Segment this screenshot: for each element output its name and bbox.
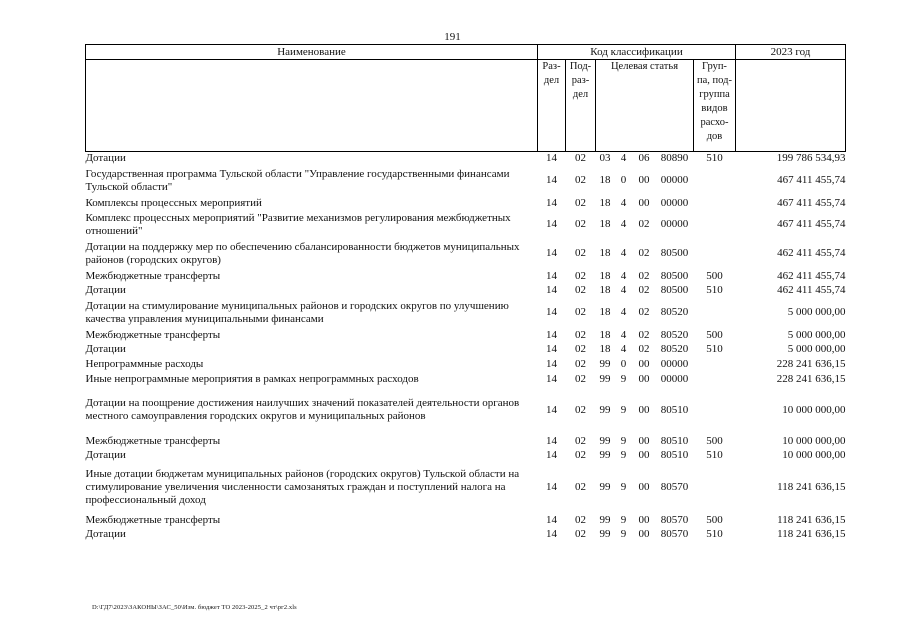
row-target-type: 0 <box>620 357 627 370</box>
row-target-direction: 80520 <box>660 343 689 355</box>
row-podrazdel: 02 <box>575 528 586 540</box>
row-expense-group: 500 <box>706 513 723 526</box>
row-podrazdel: 02 <box>575 196 586 209</box>
row-expense-group <box>694 166 736 196</box>
row-target-subprogram: 02 <box>638 284 650 296</box>
row-amount: 228 241 636,15 <box>776 357 846 370</box>
row-target-subprogram: 00 <box>638 372 650 385</box>
row-podrazdel: 02 <box>575 218 586 230</box>
col-header-target-text: Целевая статья <box>610 61 679 72</box>
row-name: Иные дотации бюджетам муниципальных районов (городских округов) Тульской области на стимулирование увеличения численности самозанятых граждан и поступлений налога на профессиональный доход <box>85 468 520 506</box>
row-podrazdel: 02 <box>575 343 586 355</box>
row-razdel: 14 <box>546 403 557 416</box>
row-name: Дотации на стимулирование муниципальных районов и городских округов по улучшению качества управления муниципальными финансами <box>85 299 509 325</box>
row-target-subprogram: 00 <box>638 196 650 209</box>
row-expense-group: 500 <box>706 328 723 341</box>
col-header-year: 2023 год <box>736 45 846 60</box>
row-target-direction: 00000 <box>660 174 689 186</box>
table-row <box>86 152 846 166</box>
row-target-subprogram: 00 <box>638 528 650 540</box>
table-row <box>86 528 846 542</box>
row-amount: 118 241 636,15 <box>777 528 846 540</box>
row-target-direction: 00000 <box>660 372 689 385</box>
row-target-type: 4 <box>620 284 627 296</box>
row-amount: 462 411 455,74 <box>777 284 846 296</box>
row-name: Дотации на поощрение достижения наилучших значений показателей деятельности органов местного самоуправления городских округов и муниципальных районов <box>85 397 520 422</box>
row-target-direction: 80500 <box>660 247 689 259</box>
row-target-direction: 00000 <box>660 196 689 209</box>
row-expense-group <box>694 357 736 372</box>
col-header-year-cont <box>736 60 846 152</box>
row-target-subprogram: 02 <box>638 343 650 355</box>
row-expense-group: 500 <box>706 434 723 447</box>
row-name: Дотации <box>85 449 126 461</box>
row-target-type: 4 <box>620 306 627 318</box>
row-razdel: 14 <box>546 513 557 526</box>
col-header-podrazdel-text: Под- раз- дел <box>569 61 592 100</box>
row-razdel: 14 <box>546 343 557 355</box>
row-target-type: 9 <box>620 434 627 447</box>
row-expense-group <box>694 298 736 328</box>
row-razdel: 14 <box>546 247 557 259</box>
row-target-type: 9 <box>620 403 627 416</box>
row-target-subprogram: 02 <box>638 328 650 341</box>
row-target-program: 18 <box>599 284 611 296</box>
table-row <box>86 372 846 387</box>
row-name: Дотации <box>85 152 126 165</box>
row-podrazdel: 02 <box>575 513 586 526</box>
row-target-subprogram: 02 <box>638 269 650 282</box>
table-row <box>86 343 846 357</box>
table-row <box>86 328 846 343</box>
col-header-name: Наименование <box>86 45 538 60</box>
row-target-direction: 80570 <box>660 513 689 526</box>
row-target-subprogram: 00 <box>638 481 650 493</box>
row-target-program: 03 <box>599 152 611 165</box>
row-target-direction: 00000 <box>660 218 689 230</box>
row-target-type: 9 <box>620 372 627 385</box>
row-podrazdel: 02 <box>575 403 586 416</box>
row-razdel: 14 <box>546 306 557 318</box>
row-podrazdel: 02 <box>575 247 586 259</box>
col-header-group <box>694 60 736 152</box>
row-target-direction: 80510 <box>660 449 689 461</box>
row-razdel: 14 <box>546 218 557 230</box>
row-target-type: 9 <box>620 513 627 526</box>
row-name: Комплексы процессных мероприятий <box>85 196 262 209</box>
row-name: Комплекс процессных мероприятий "Развитие механизмов регулирования межбюджетных отношений" <box>85 211 511 237</box>
row-expense-group: 510 <box>706 449 723 461</box>
row-target-direction: 80510 <box>660 403 689 416</box>
row-target-type: 4 <box>620 218 627 230</box>
row-name: Дотации <box>85 284 126 296</box>
row-target-subprogram: 00 <box>638 403 650 416</box>
row-razdel: 14 <box>546 434 557 447</box>
row-podrazdel: 02 <box>575 306 586 318</box>
table-row <box>86 269 846 284</box>
row-name: Межбюджетные трансферты <box>85 513 221 526</box>
row-expense-group: 510 <box>706 343 723 355</box>
table-row <box>86 284 846 298</box>
row-expense-group <box>694 387 736 434</box>
row-expense-group: 500 <box>706 269 723 282</box>
row-target-type: 9 <box>620 481 627 493</box>
row-razdel: 14 <box>546 372 557 385</box>
row-target-direction: 80520 <box>660 328 689 341</box>
row-name: Государственная программа Тульской области "Управление государственными финансами Тульской области" <box>85 167 510 193</box>
row-name: Межбюджетные трансферты <box>85 434 221 447</box>
row-podrazdel: 02 <box>575 357 586 370</box>
col-header-name-cont <box>86 60 538 152</box>
row-amount: 199 786 534,93 <box>776 152 846 165</box>
row-amount: 5 000 000,00 <box>787 328 846 341</box>
row-target-program: 18 <box>599 247 611 259</box>
col-header-podrazdel <box>566 60 596 152</box>
table-row <box>86 449 846 463</box>
row-amount: 10 000 000,00 <box>782 403 846 416</box>
row-target-program: 18 <box>599 269 611 282</box>
row-podrazdel: 02 <box>575 284 586 296</box>
row-target-program: 99 <box>599 449 611 461</box>
row-target-direction: 80500 <box>660 284 689 296</box>
table-row <box>86 434 846 449</box>
row-target-subprogram: 02 <box>638 247 650 259</box>
row-razdel: 14 <box>546 269 557 282</box>
row-expense-group <box>694 211 736 239</box>
row-name: Непрограммные расходы <box>85 357 204 370</box>
row-target-type: 4 <box>620 196 627 209</box>
row-razdel: 14 <box>546 152 557 165</box>
row-target-type: 9 <box>620 528 627 540</box>
table-row <box>86 513 846 528</box>
row-expense-group: 510 <box>706 528 723 540</box>
row-expense-group <box>694 372 736 387</box>
row-target-subprogram: 00 <box>638 174 650 186</box>
row-target-direction: 80500 <box>660 269 689 282</box>
row-target-program: 99 <box>599 403 611 416</box>
col-header-razdel <box>538 60 566 152</box>
row-target-program: 18 <box>599 218 611 230</box>
row-podrazdel: 02 <box>575 174 586 186</box>
row-target-subprogram: 06 <box>638 152 650 165</box>
row-target-direction: 00000 <box>660 357 689 370</box>
row-amount: 467 411 455,74 <box>777 196 846 209</box>
row-razdel: 14 <box>546 528 557 540</box>
row-amount: 118 241 636,15 <box>777 513 846 526</box>
table-row <box>86 387 846 434</box>
table-row <box>86 463 846 513</box>
row-name: Межбюджетные трансферты <box>85 328 221 341</box>
row-name: Иные непрограммные мероприятия в рамках непрограммных расходов <box>85 372 419 385</box>
row-target-subprogram: 00 <box>638 357 650 370</box>
row-amount: 118 241 636,15 <box>777 481 846 493</box>
row-expense-group: 510 <box>706 284 723 296</box>
row-target-program: 99 <box>599 357 611 370</box>
row-name: Дотации <box>85 528 126 540</box>
row-target-program: 18 <box>599 306 611 318</box>
row-name: Дотации на поддержку мер по обеспечению сбалансированности бюджетов муниципальных районов (городских округов) <box>85 240 520 266</box>
row-target-direction: 80570 <box>660 481 689 493</box>
row-target-type: 4 <box>620 343 627 355</box>
row-razdel: 14 <box>546 449 557 461</box>
row-target-type: 9 <box>620 449 627 461</box>
page-number: 191 <box>444 31 461 43</box>
row-amount: 462 411 455,74 <box>777 247 846 259</box>
row-expense-group <box>694 196 736 211</box>
row-amount: 5 000 000,00 <box>787 343 846 355</box>
row-target-program: 99 <box>599 513 611 526</box>
row-podrazdel: 02 <box>575 328 586 341</box>
row-target-type: 4 <box>620 328 627 341</box>
row-amount: 10 000 000,00 <box>782 449 846 461</box>
row-target-subprogram: 00 <box>638 449 650 461</box>
row-name: Межбюджетные трансферты <box>85 269 221 282</box>
budget-table <box>85 44 846 542</box>
row-podrazdel: 02 <box>575 372 586 385</box>
col-header-code: Код классификации <box>538 45 736 60</box>
row-target-direction: 80520 <box>660 306 689 318</box>
row-expense-group <box>694 463 736 513</box>
row-razdel: 14 <box>546 284 557 296</box>
row-podrazdel: 02 <box>575 449 586 461</box>
row-razdel: 14 <box>546 328 557 341</box>
row-podrazdel: 02 <box>575 481 586 493</box>
row-target-program: 18 <box>599 174 611 186</box>
row-razdel: 14 <box>546 174 557 186</box>
row-target-type: 4 <box>620 152 627 165</box>
row-target-direction: 80890 <box>660 152 689 165</box>
row-target-subprogram: 00 <box>638 434 650 447</box>
row-target-program: 99 <box>599 434 611 447</box>
table-row <box>86 211 846 239</box>
row-expense-group <box>694 239 736 269</box>
row-target-subprogram: 02 <box>638 218 650 230</box>
row-razdel: 14 <box>546 196 557 209</box>
row-target-subprogram: 00 <box>638 513 650 526</box>
row-name: Дотации <box>85 343 126 355</box>
row-target-program: 99 <box>599 481 611 493</box>
table-row <box>86 196 846 211</box>
row-target-program: 18 <box>599 328 611 341</box>
row-amount: 462 411 455,74 <box>777 269 846 282</box>
col-header-razdel-text: Раз- дел <box>542 61 561 86</box>
col-header-target <box>596 60 694 152</box>
row-amount: 467 411 455,74 <box>777 174 846 186</box>
file-path-footer: D:\ГД7\2023\ЗАКОНЫ\ЗАС_50\Изм. бюджет ТО 2023-2025_2 чт\рг2.xls <box>92 604 297 611</box>
row-amount: 228 241 636,15 <box>776 372 846 385</box>
row-podrazdel: 02 <box>575 434 586 447</box>
row-razdel: 14 <box>546 481 557 493</box>
row-target-type: 4 <box>620 247 627 259</box>
table-row <box>86 166 846 196</box>
row-target-direction: 80570 <box>660 528 689 540</box>
table-row <box>86 357 846 372</box>
row-amount: 467 411 455,74 <box>777 218 846 230</box>
row-target-type: 0 <box>620 174 627 186</box>
row-target-direction: 80510 <box>660 434 689 447</box>
col-header-group-text: Груп- па, под- группа видов расхо- дов <box>697 61 732 142</box>
row-target-type: 4 <box>620 269 627 282</box>
row-amount: 10 000 000,00 <box>782 434 846 447</box>
table-row <box>86 298 846 328</box>
row-podrazdel: 02 <box>575 152 586 165</box>
row-target-program: 99 <box>599 528 611 540</box>
row-target-program: 18 <box>599 343 611 355</box>
row-expense-group: 510 <box>706 152 723 165</box>
row-razdel: 14 <box>546 357 557 370</box>
row-target-subprogram: 02 <box>638 306 650 318</box>
row-podrazdel: 02 <box>575 269 586 282</box>
row-target-program: 18 <box>599 196 611 209</box>
table-row <box>86 239 846 269</box>
row-amount: 5 000 000,00 <box>787 306 846 318</box>
row-target-program: 99 <box>599 372 611 385</box>
